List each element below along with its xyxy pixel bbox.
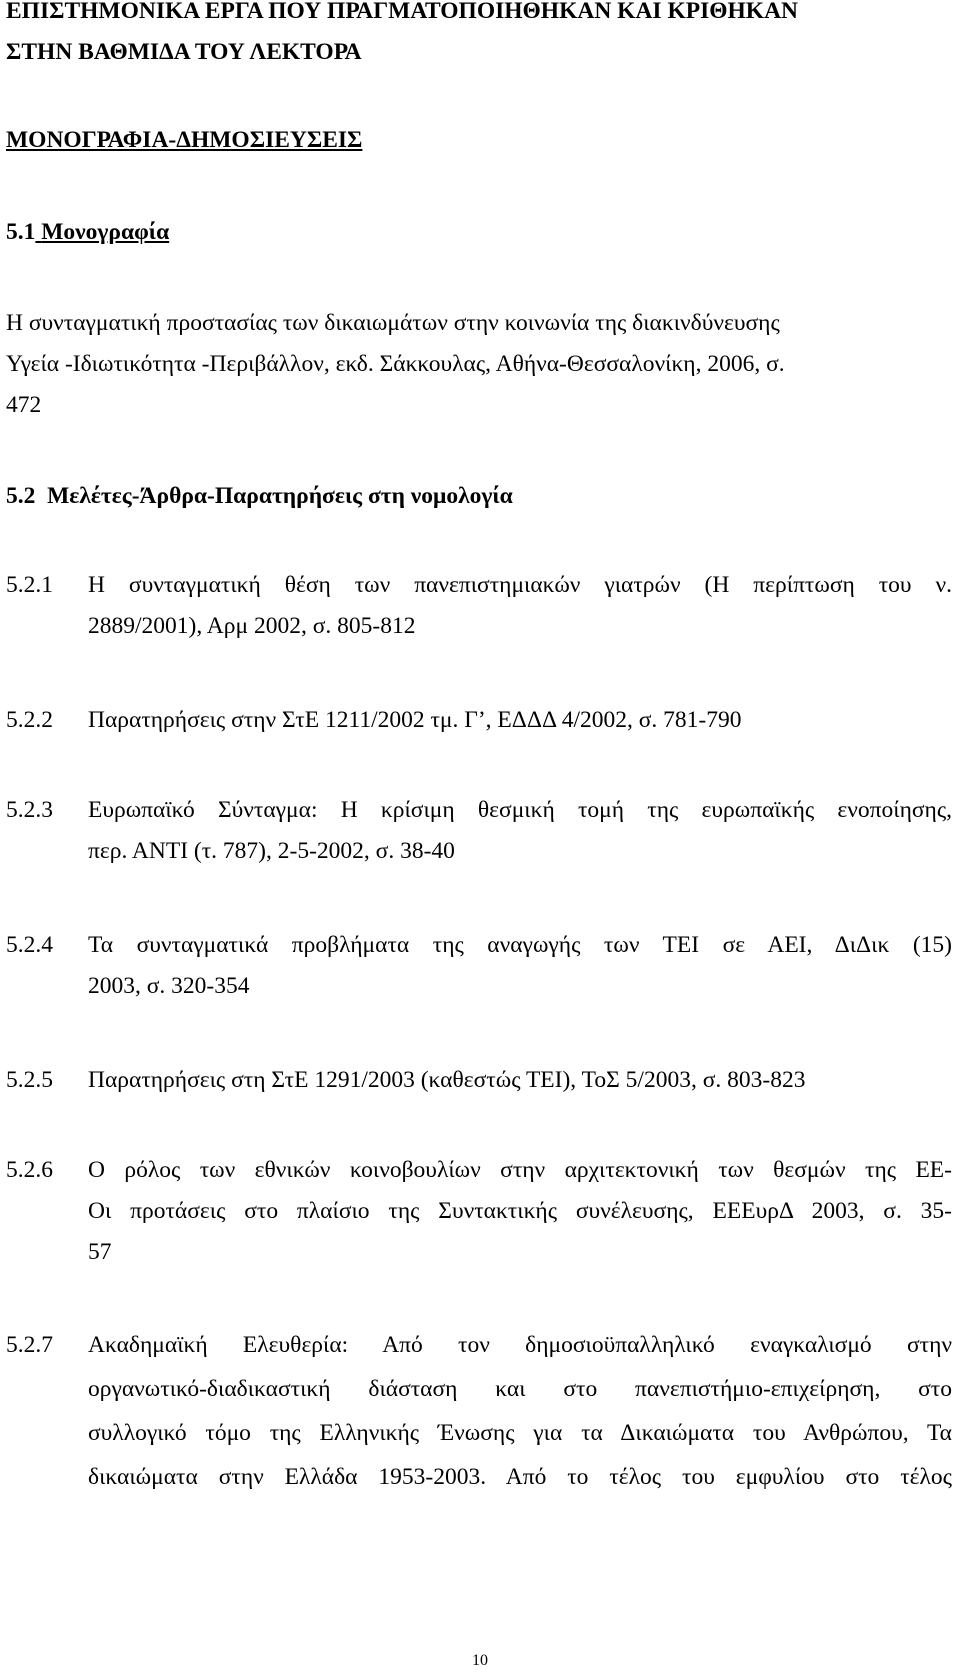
entry-line: Παρατηρήσεις στην ΣτΕ 1211/2002 τμ. Γ’, ΕΔΔΔ 4/2002, σ. 781-790 <box>88 707 742 733</box>
monograph-line-3: 472 <box>6 392 42 418</box>
entry-line: Οι προτάσεις στο πλαίσιο της Συντακτικής συνέλευσης, ΕΕΕυρΔ 2003, σ. 35- <box>88 1198 952 1224</box>
entry-text <box>88 930 952 1001</box>
entry-line: περ. ΑΝΤΙ (τ. 787), 2-5-2002, σ. 38-40 <box>88 838 455 864</box>
entry-number: 5.2.3 <box>6 797 53 823</box>
entry-number: 5.2.4 <box>6 932 53 958</box>
entry-text <box>88 1155 952 1267</box>
entry-number: 5.2.5 <box>6 1067 53 1093</box>
entry-text <box>88 1330 952 1506</box>
monograph-title: Μονογραφία <box>41 219 170 245</box>
monograph-heading <box>6 217 169 247</box>
section-title: ΜΟΝΟΓΡΑΦΙΑ-ΔΗΜΟΣΙΕΥΣΕΙΣ <box>6 127 363 153</box>
entry-line: συλλογικό τόμο της Ελληνικής Ένωσης για τα Δικαιώματα του Ανθρώπου, Τα <box>88 1420 952 1446</box>
entry-line: Ευρωπαϊκό Σύνταγμα: Η κρίσιμη θεσμική τομή της ευρωπαϊκής ενοποίησης, <box>88 797 952 823</box>
heading-line-2: ΣΤΗΝ ΒΑΘΜΙΔΑ ΤΟΥ ΛΕΚΤΟΡΑ <box>6 39 362 65</box>
studies-heading <box>6 481 513 511</box>
entry-line: Τα συνταγματικά προβλήματα της αναγωγής των ΤΕΙ σε ΑΕΙ, ΔιΔικ (15) <box>88 932 952 958</box>
entry-number: 5.2.1 <box>6 572 53 598</box>
entry-line: 57 <box>88 1239 112 1265</box>
entry-line: οργανωτικό-διαδικαστική διάσταση και στο πανεπιστήμιο-επιχείρηση, στο <box>88 1376 952 1402</box>
entry-number: 5.2.6 <box>6 1157 53 1183</box>
entry-line: Ο ρόλος των εθνικών κοινοβουλίων στην αρχιτεκτονική των θεσμών της ΕΕ- <box>88 1157 952 1183</box>
monograph-number: 5.1 <box>6 219 36 245</box>
entry-line: Παρατηρήσεις στη ΣτΕ 1291/2003 (καθεστώς ΤΕΙ), ΤοΣ 5/2003, σ. 803-823 <box>88 1067 806 1093</box>
entry-number: 5.2.7 <box>6 1332 53 1358</box>
entry-number: 5.2.2 <box>6 707 53 733</box>
studies-title: Μελέτες-Άρθρα-Παρατηρήσεις στη νομολογία <box>47 483 513 509</box>
page-number: 10 <box>472 1652 488 1669</box>
entry-line: Η συνταγματική θέση των πανεπιστημιακών γιατρών (Η περίπτωση του ν. <box>88 572 952 598</box>
heading-line-1: ΕΠΙΣΤΗΜΟΝΙΚΑ ΕΡΓΑ ΠΟΥ ΠΡΑΓΜΑΤΟΠΟΙΗΘΗΚΑΝ ΚΑΙ ΚΡΙΘΗΚΑΝ <box>6 0 799 24</box>
entry-line: 2003, σ. 320-354 <box>88 973 250 999</box>
entry-text <box>88 705 952 735</box>
entry-line: δικαιώματα στην Ελλάδα 1953-2003. Από το τέλος του εμφυλίου στο τέλος <box>88 1464 952 1490</box>
entry-text <box>88 1065 952 1095</box>
monograph-line-1: Η συνταγματική προστασίας των δικαιωμάτων στην κοινωνία της διακινδύνευσης <box>6 310 780 336</box>
entry-text <box>88 795 952 866</box>
entry-line: Ακαδημαϊκή Ελευθερία: Από τον δημοσιοϋπαλληλικό εναγκαλισμό στην <box>88 1332 952 1358</box>
monograph-line-2: Υγεία -Ιδιωτικότητα -Περιβάλλον, εκδ. Σάκκουλας, Αθήνα-Θεσσαλονίκη, 2006, σ. <box>6 351 785 377</box>
studies-number: 5.2 <box>6 483 36 509</box>
entry-line: 2889/2001), Αρμ 2002, σ. 805-812 <box>88 613 416 639</box>
entry-text <box>88 570 952 641</box>
